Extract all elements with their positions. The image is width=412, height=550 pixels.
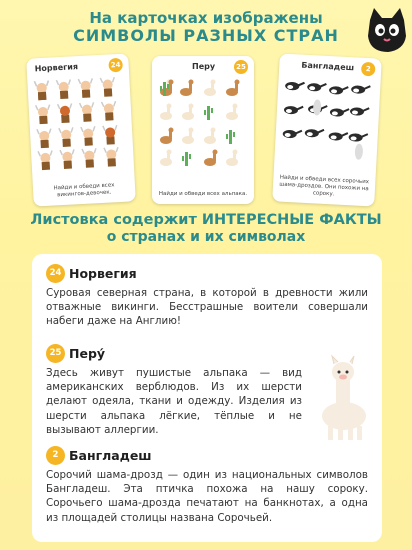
- fact-text: Сорочий шама-дрозд — один из национальных символов Бангладеш. Эта птичка похожа на нашу сороку. Сорочьего шама-дрозда печатают на банкнотах, а одна из площадей столицы названа Сорочьей.: [46, 469, 368, 524]
- card-peru: [152, 56, 254, 204]
- fact-text: Здесь живут пушистые альпака — вид американских верблюдов. Из их шерсти делают одеяла, ткани и одежду. Изделия из шерсти альпака лёгкие, тёплые и не вызывают аллергии.: [46, 367, 302, 436]
- card-title: Бангладеш: [301, 60, 355, 73]
- card-badge: 24: [108, 58, 123, 73]
- card-caption: Найди и обведи всех сорочьих шама-дроздов. Они похожи на сороку.: [279, 174, 370, 198]
- black-cat-icon: [364, 6, 408, 56]
- card-bangladesh: [272, 53, 382, 206]
- vikings-illustration: [33, 76, 128, 173]
- birds-illustration: [280, 76, 375, 173]
- fact-number: 24: [46, 264, 65, 283]
- fact-bangladesh: [46, 446, 368, 525]
- header-title: [0, 10, 412, 46]
- fact-text: Суровая северная страна, в которой в древности жили отважные викинги. Бесстрашные воители совершали набеги даже на Англию!: [46, 287, 368, 328]
- middle-line-2: о странах и их символах: [106, 229, 306, 246]
- cards-row: [30, 56, 380, 206]
- fact-number: 2: [46, 446, 65, 465]
- facts-panel: [32, 254, 382, 542]
- fact-norway: [46, 264, 368, 329]
- card-title: Норвегия: [34, 62, 79, 74]
- card-caption: Найди и обведи всех альпака.: [158, 190, 248, 197]
- alpacas-illustration: [158, 78, 248, 170]
- fact-title: Перу́: [69, 346, 106, 361]
- header-line-1: На карточках изображены: [89, 9, 323, 27]
- card-caption: Найди и обведи всех викингов-девочек.: [53, 182, 115, 199]
- header-line-2: СИМВОЛЫ РАЗНЫХ СТРАН: [73, 26, 339, 46]
- alpaca-icon: [314, 354, 374, 444]
- fact-peru: [46, 344, 302, 437]
- card-norway: [26, 53, 136, 206]
- fact-title: Бангладеш: [69, 448, 152, 463]
- card-title: Перу: [192, 62, 216, 71]
- fact-title: Норвегия: [69, 266, 137, 281]
- fact-number: 25: [46, 344, 65, 363]
- card-badge: 25: [234, 60, 248, 74]
- middle-title: [0, 212, 412, 246]
- card-badge: 2: [361, 62, 376, 77]
- middle-line-1: Листовка содержит ИНТЕРЕСНЫЕ ФАКТЫ: [30, 212, 382, 228]
